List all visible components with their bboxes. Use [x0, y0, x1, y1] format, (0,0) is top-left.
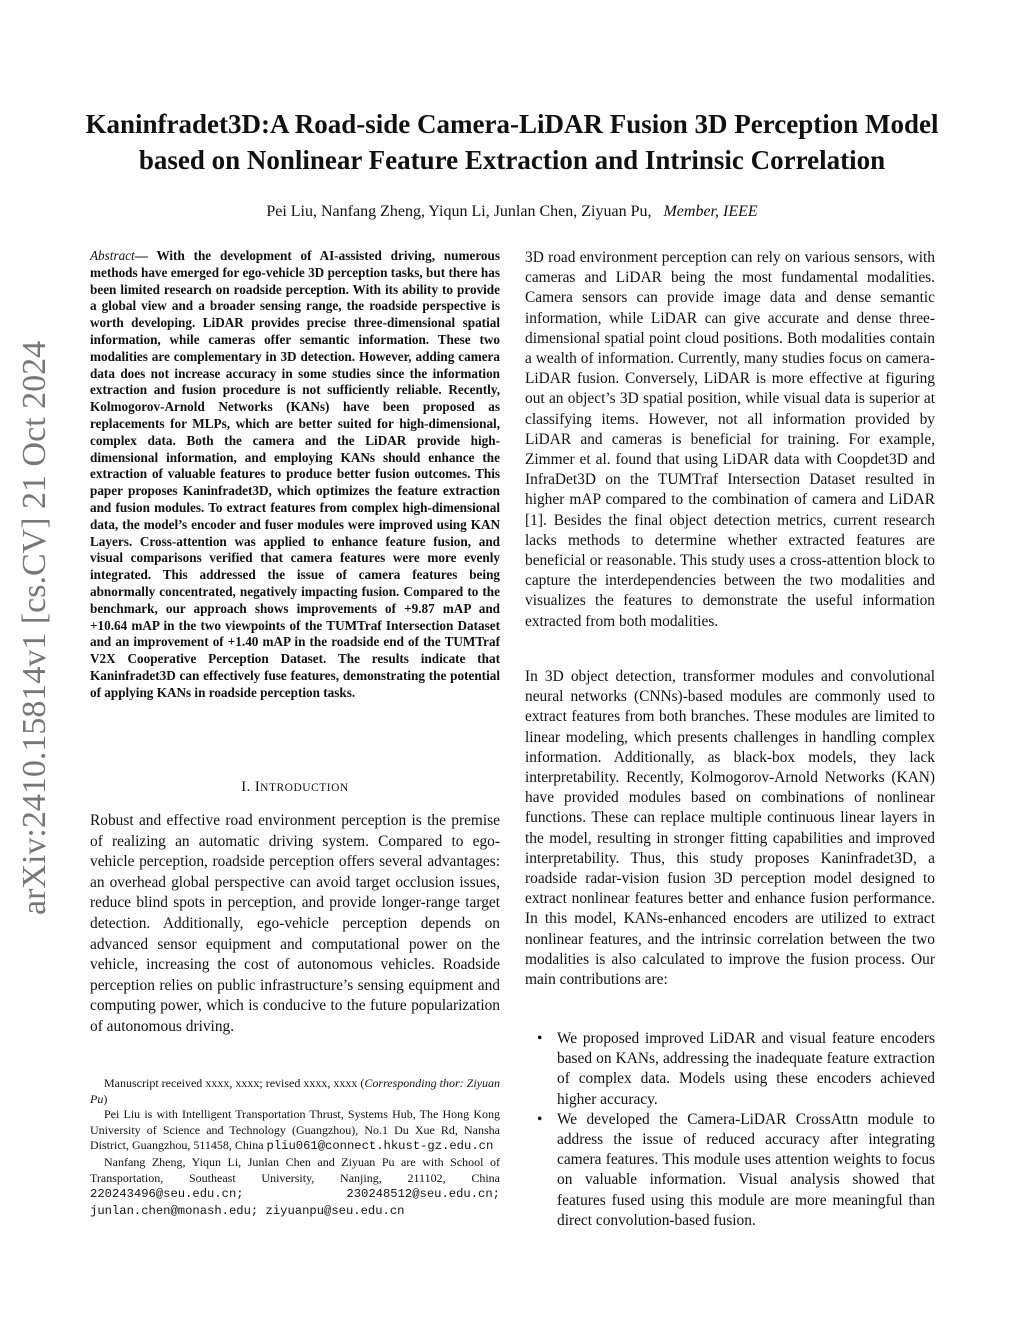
footnote-affiliation-1: [90, 1107, 500, 1155]
footnote-affiliation-1-text: Pei Liu is with Intelligent Transportation Thrust, Systems Hub, The Hong Kong University of Science and Technology (Guangzhou), No.1 Du Xue Rd, Nansha District, Guangzhou, 511458, China: [90, 1107, 500, 1153]
right-paragraph-2: In 3D object detection, transformer modules and convolutional neural networks (CNNs)-based modules are commonly used to extract features from both branches. These modules are limited to linear modeling, which presents challenges in handling complex information. Additionally, as black-box models, they lack interpretability. Recently, Kolmogorov-Arnold Networks (KAN) have provided modules based on combinations of nonlinear functions. These can replace multiple continuous linear layers in the model, resulting in stronger fitting capabilities and improved interpretability. Thus, this study proposes Kaninfradet3D, a roadside radar-vision fusion 3D perception model designed to extract nonlinear features better and enhance fusion performance. In this model, KANs-enhanced encoders are utilized to extract nonlinear features, and the intrinsic correlation between the two modalities is also calculated to improve the fusion process. Our main contributions are:: [525, 668, 935, 989]
footnote-manuscript-text: Manuscript received xxxx, xxxx; revised xxxx, xxxx (: [104, 1076, 365, 1090]
footnote-affiliation-2-text: Nanfang Zheng, Yiqun Li, Junlan Chen and Ziyuan Pu are with School of Transportation, Southeast University, Nanjing, 211102, China: [90, 1154, 500, 1185]
author-role: Member, IEEE: [663, 203, 758, 220]
paper-title: Kaninfradet3D:A Road-side Camera-LiDAR Fusion 3D Perception Model based on Nonlinear Feature Extraction and Intrinsic Correlation: [85, 109, 939, 175]
author-list: [60, 201, 964, 223]
list-item-text: We proposed improved LiDAR and visual feature encoders based on KANs, addressing the inadequate feature extraction of complex data. Models using these encoders achieved higher accuracy.: [557, 1030, 935, 1108]
footnote-email-2: 220243496@seu.edu.cn; 230248512@seu.edu.cn; junlan.chen@monash.edu; ziyuanpu@seu.edu.cn: [90, 1187, 500, 1218]
list-item: [537, 1029, 935, 1110]
abstract-text: — With the development of AI-assisted driving, numerous methods have emerged for ego-vehicle 3D perception tasks, but there has been limited research on roadside perception. With its ability to provide a global view and a broader sensing range, the roadside perspective is worth developing. LiDAR provides precise three-dimensional spatial information, while cameras offer semantic information. These two modalities are complementary in 3D detection. However, adding camera data does not increase accuracy in some studies since the information extraction and fusion procedure is not sufficiently reliable. Recently, Kolmogorov-Arnold Networks (KANs) have been proposed as replacements for MLPs, which are better suited for high-dimensional, complex data. Both the camera and the LiDAR provide high-dimensional information, and employing KANs should enhance the extraction of valuable features to produce better fusion outcomes. This paper proposes Kaninfradet3D, which optimizes the feature extraction and fusion modules. To extract features from complex high-dimensional data, the model’s encoder and fuser modules were improved using KAN Layers. Cross-attention was applied to enhance feature fusion, and visual comparisons verified that camera features were more evenly integrated. This addressed the issue of camera features being abnormally concentrated, negatively impacting fusion. Compared to the benchmark, our approach shows improvements of +9.87 mAP and +10.64 mAP in the two viewpoints of the TUMTraf Intersection Dataset and an improvement of +1.40 mAP in the roadside end of the TUMTraf V2X Cooperative Perception Dataset. The results indicate that Kaninfradet3D can effectively fuse features, demonstrating the potential of applying KANs in roadside perception tasks.: [90, 248, 500, 700]
right-paragraph-1: 3D road environment perception can rely on various sensors, with cameras and LiDAR being the most fundamental modalities. Camera sensors can provide image data and dense semantic information, while LiDAR can give accurate and dense three-dimensional spatial point cloud positions. Both modalities contain a wealth of information. Currently, many studies focus on camera-LiDAR fusion. Conversely, LiDAR is more effective at figuring out an object’s 3D spatial position, while visual data is superior at classifying items. However, not all information provided by LiDAR and cameras is beneficial for training. For example, Zimmer et al. found that using LiDAR data with Coopdet3D and InfraDet3D on the TUMTraf Intersection Dataset resulted in higher mAP compared to the combination of camera and LiDAR [1]. Besides the final object detection metrics, current research lacks methods to determine whether extracted features are beneficial or reasonable. This study uses a cross-attention block to capture the interdependencies between the two modalities and visualizes the features to demonstrate the useful information extracted from both modalities.: [525, 249, 935, 630]
list-item-text: We developed the Camera-LiDAR CrossAttn module to address the issue of reduced accuracy after integrating camera features. This module uses attention weights to focus on valuable information. Visual analysis showed that features fused using this module are more meaningful than direct convolution-based fusion.: [557, 1110, 935, 1229]
section-heading-introduction: [90, 779, 500, 796]
arxiv-identifier: arXiv:2410.15814v1 [cs.CV] 21 Oct 2024: [16, 340, 53, 915]
bullet-symbol: •: [537, 1030, 543, 1047]
footnotes: [90, 1076, 500, 1219]
author-names: Pei Liu, Nanfang Zheng, Yiqun Li, Junlan Chen, Ziyuan Pu,: [266, 203, 652, 220]
footnote-email-1: pliu061@connect.hkust-gz.edu.cn: [266, 1139, 494, 1154]
footnote-corresponding: Corresponding thor: Ziyuan Pu: [90, 1076, 501, 1106]
abstract-label: Abstract: [90, 248, 135, 263]
abstract: [90, 248, 500, 702]
intro-paragraph: Robust and effective road environment perception is the premise of realizing an automatic driving system. Compared to ego-vehicle perception, roadside perception offers several advantages: an overhead global perspective can avoid target occlusion issues, reduce blind spots in perception, and provide longer-range target detection. Additionally, ego-vehicle perception depends on advanced sensor equipment and computational power on the vehicle, increasing the cost of autonomous vehicles. Roadside perception relies on public infrastructure’s sensing equipment and computing power, which is conducive to the future popularization of autonomous driving.: [90, 812, 500, 1035]
section-numeral: I. I: [241, 779, 261, 795]
section-title: NTRODUCTION: [260, 782, 349, 794]
contributions-list: [537, 1029, 935, 1231]
footnote-affiliation-2: [90, 1155, 500, 1219]
footnote-manuscript-close: ): [103, 1091, 108, 1106]
footnote-manuscript: [90, 1076, 500, 1107]
list-item: [537, 1110, 935, 1231]
bullet-symbol: •: [537, 1110, 543, 1128]
